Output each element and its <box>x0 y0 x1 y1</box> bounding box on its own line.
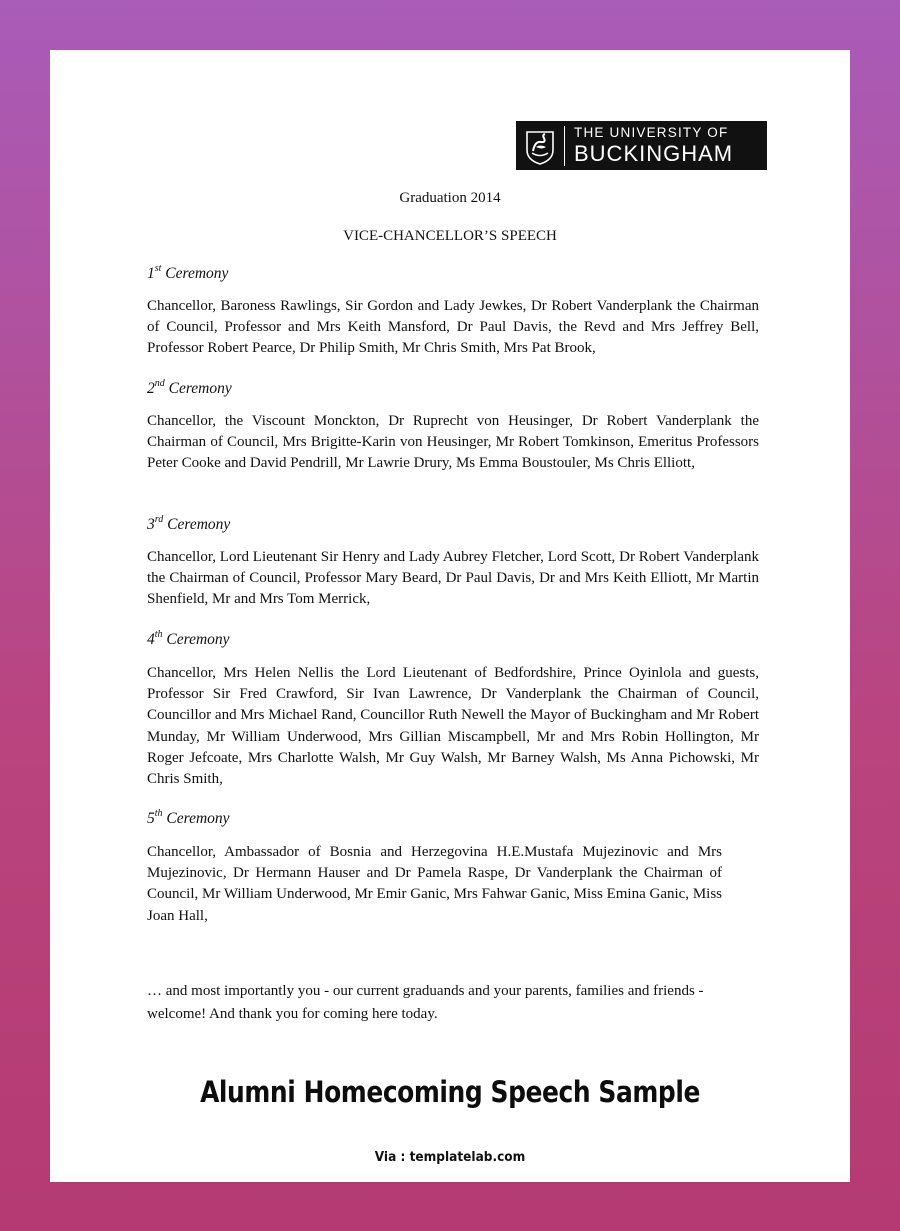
ceremony-heading-2 <box>147 379 232 398</box>
ceremony-heading-3 <box>147 515 230 534</box>
ceremony-heading-5 <box>147 809 230 828</box>
ceremony-suffix: th <box>154 629 163 640</box>
ceremony-paragraph-3: Chancellor, Lord Lieutenant Sir Henry and Lady Aubrey Fletcher, Lord Scott, Dr Robert Vanderplank the Chairman of Council, Professor Mary Beard, Dr Paul Davis, Dr and Mrs Keith Elliott, Mr Martin Shenfield, Mr and Mrs Tom Merrick, <box>147 549 759 608</box>
ceremony-paragraph-2: Chancellor, the Viscount Monckton, Dr Ruprecht von Heusinger, Dr Robert Vanderplank the Chairman of Council, Mrs Brigitte-Karin von Heusinger, Mr Robert Tomkinson, Emeritus Professors Peter Cooke and David Pendrill, Mr Lawrie Drury, Ms Emma Boustouler, Ms Chris Elliott, <box>147 413 759 472</box>
logo-line-2: BUCKINGHAM <box>574 140 734 166</box>
ceremony-suffix: st <box>154 263 162 274</box>
ceremony-label: Ceremony <box>165 265 229 283</box>
ceremony-label: Ceremony <box>167 516 231 534</box>
ceremony-paragraph-5: Chancellor, Ambassador of Bosnia and Herzegovina H.E.Mustafa Mujezinovic and Mrs Mujezinovic, Dr Hermann Hauser and Dr Pamela Raspe, Dr Vanderplank the Chairman of Council, Mr William Underwood, Mr Emir Ganic, Mrs Fahwar Ganic, Miss Emina Ganic, Miss Joan Hall, <box>147 844 722 924</box>
logo-wordmark <box>574 126 733 165</box>
logo-divider <box>564 126 565 166</box>
ceremony-suffix: th <box>154 808 163 819</box>
ceremony-label: Ceremony <box>166 810 230 828</box>
ceremony-number: 3 <box>147 516 155 534</box>
ceremony-paragraph-4: Chancellor, Mrs Helen Nellis the Lord Lieutenant of Bedfordshire, Prince Oyinlola and guests, Professor Sir Fred Crawford, Sir Ivan Lawrence, Dr Vanderplank the Chairman of Council, Councillor and Mrs Michael Rand, Councillor Ruth Newell the Mayor of Buckingham and Mr Robert Munday, Mr William Underwood, Mrs Gillian Miscampbell, Mr and Mrs Robin Hollington, Mr Roger Jefcoate, Mrs Charlotte Walsh, Mr Guy Walsh, Mr Barney Walsh, Ms Anna Pichowski, Mr Chris Smith, <box>147 665 759 788</box>
ceremony-heading-4 <box>147 630 230 649</box>
caption-title: Alumni Homecoming Speech Sample <box>200 1075 700 1109</box>
ceremony-paragraph-1: Chancellor, Baroness Rawlings, Sir Gordon and Lady Jewkes, Dr Robert Vanderplank the Chairman of Council, Professor and Mrs Keith Mansford, Dr Paul Davis, the Revd and Mrs Jeffrey Bell, Professor Robert Pearce, Dr Philip Smith, Mr Chris Smith, Mrs Pat Brook, <box>147 298 759 357</box>
ceremony-number: 5 <box>147 810 155 828</box>
ceremony-suffix: nd <box>154 378 165 389</box>
closing-paragraph: … and most importantly you - our current graduands and your parents, families and friends - welcome! And thank you for coming here today. <box>147 983 704 1022</box>
ceremony-suffix: rd <box>154 514 164 525</box>
ceremony-label: Ceremony <box>168 380 232 398</box>
ceremony-heading-1 <box>147 264 228 283</box>
ceremony-number: 4 <box>147 631 155 649</box>
ceremony-number: 2 <box>147 380 155 398</box>
ceremony-label: Ceremony <box>166 631 230 649</box>
ceremony-number: 1 <box>147 265 155 283</box>
document-title: Graduation 2014 <box>399 190 501 206</box>
caption-via: Via : templatelab.com <box>374 1149 526 1165</box>
logo-line-1: THE UNIVERSITY OF <box>574 125 729 141</box>
university-logo <box>516 121 767 170</box>
document-page <box>50 50 850 1182</box>
swan-crest-icon <box>516 121 564 170</box>
document-subtitle: VICE-CHANCELLOR’S SPEECH <box>343 228 557 244</box>
